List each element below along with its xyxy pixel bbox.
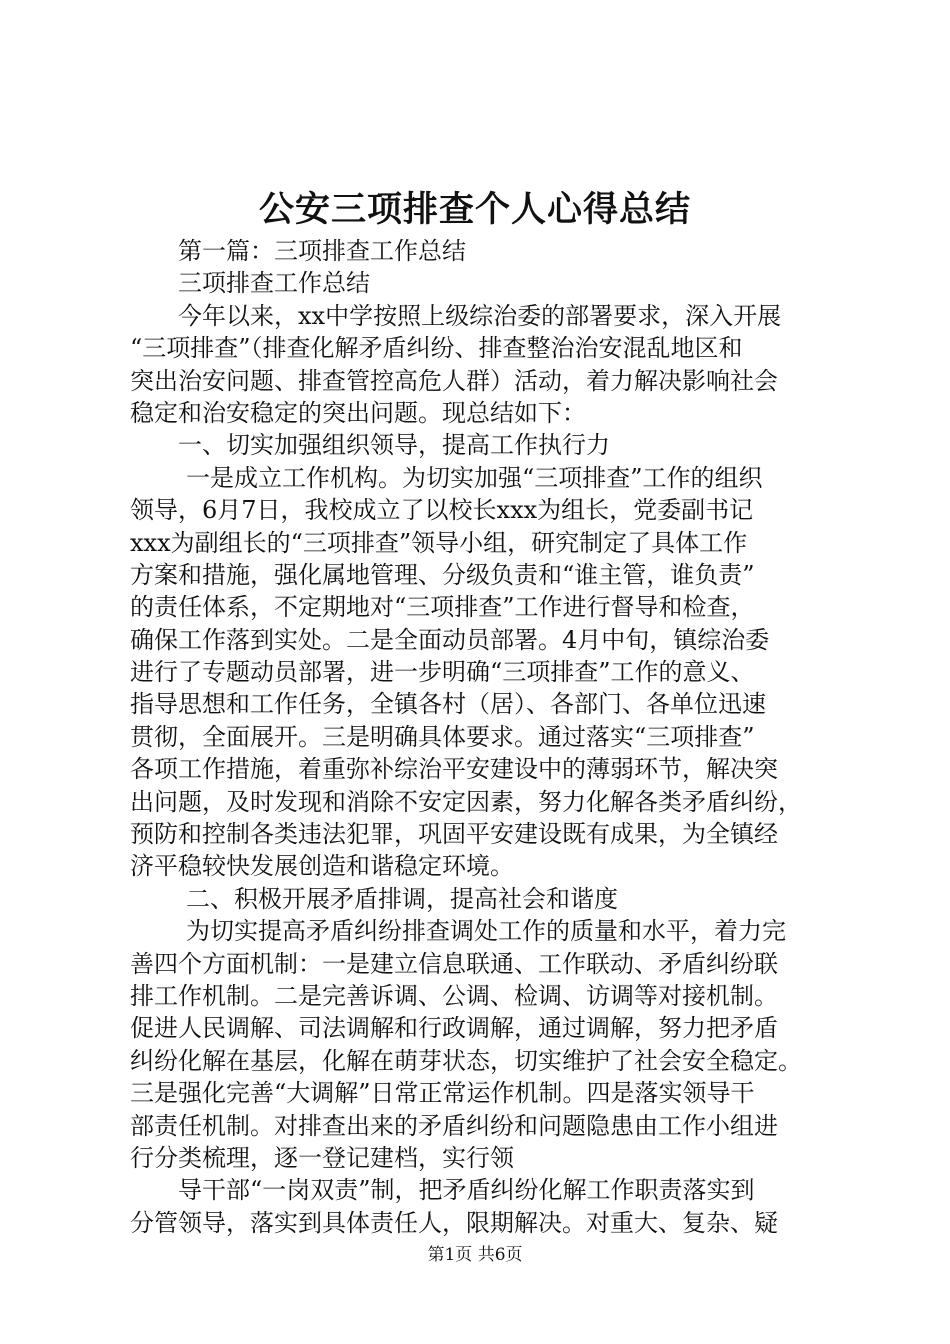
- paragraph-line: 三是强化完善“大调解”日常正常运作机制。四是落实领导干: [130, 1079, 755, 1108]
- paragraph-line: 稳定和治安稳定的突出问题。现总结如下：: [130, 398, 586, 427]
- paragraph-line: 行分类梳理，逐一登记建档，实行领: [130, 1143, 514, 1172]
- paragraph-line: 为切实提高矛盾纠纷排查调处工作的质量和水平，着力完: [186, 917, 786, 946]
- section-heading: 二、积极开展矛盾排调，提高社会和谐度: [186, 884, 618, 913]
- paragraph-line: 纠纷化解在基层，化解在萌芽状态，切实维护了社会安全稳定。: [130, 1046, 802, 1075]
- paragraph-line: 济平稳较快发展创造和谐稳定环境。: [130, 852, 514, 881]
- paragraph-line: 一是成立工作机构。为切实加强“三项排查”工作的组织: [186, 463, 763, 492]
- paragraph-line: 部责任机制。对排查出来的矛盾纠纷和问题隐患由工作小组进: [130, 1111, 778, 1140]
- subheading: 三项排查工作总结: [178, 269, 370, 298]
- document-title: 公安三项排查个人心得总结: [258, 189, 691, 230]
- paragraph-line: 排工作机制。二是完善诉调、公调、检调、访调等对接机制。: [130, 981, 778, 1010]
- paragraph-line: 分管领导，落实到具体责任人，限期解决。对重大、复杂、疑: [130, 1208, 778, 1237]
- paragraph-line: 领导，6月7日，我校成立了以校长xxx为组长，党委副书记: [130, 496, 754, 525]
- paragraph-line: xxx为副组长的“三项排查”领导小组，研究制定了具体工作: [130, 528, 748, 557]
- paragraph-line: 善四个方面机制：一是建立信息联通、工作联动、矛盾纠纷联: [130, 949, 778, 978]
- paragraph-line: 突出治安问题、排查管控高危人群）活动，着力解决影响社会: [130, 366, 778, 395]
- paragraph-line: 预防和控制各类违法犯罪，巩固平安建设既有成果，为全镇经: [130, 820, 778, 849]
- paragraph-line: 今年以来，xx中学按照上级综治委的部署要求，深入开展: [178, 301, 782, 330]
- section-heading: 一、切实加强组织领导，提高工作执行力: [178, 431, 610, 460]
- paragraph-line: 导干部“一岗双责”制，把矛盾纠纷化解工作职责落实到: [178, 1176, 755, 1205]
- paragraph-line: 确保工作落到实处。二是全面动员部署。4月中旬，镇综治委: [130, 625, 770, 654]
- page-footer: 第1页 共6页: [427, 1245, 523, 1265]
- paragraph-line: 的责任体系，不定期地对“三项排查”工作进行督导和检查，: [130, 593, 755, 622]
- paragraph-line: 出问题，及时发现和消除不安定因素，努力化解各类矛盾纠纷，: [130, 787, 802, 816]
- document-body: [130, 235, 842, 1239]
- section-heading-1: 第一篇：三项排查工作总结: [178, 237, 466, 265]
- paragraph-line: “三项排查”（排查化解矛盾纠纷、排查整治治安混乱地区和: [130, 334, 743, 363]
- paragraph-line: 指导思想和工作任务，全镇各村（居）、各部门、各单位迅速: [130, 690, 766, 719]
- paragraph-line: 各项工作措施，着重弥补综治平安建设中的薄弱环节，解决突: [130, 755, 778, 784]
- paragraph-line: 促进人民调解、司法调解和行政调解，通过调解，努力把矛盾: [130, 1014, 778, 1043]
- paragraph-line: 贯彻，全面展开。三是明确具体要求。通过落实“三项排查”: [130, 722, 755, 751]
- paragraph-line: 方案和措施，强化属地管理、分级负责和“谁主管，谁负责”: [130, 560, 755, 589]
- paragraph-line: 进行了专题动员部署，进一步明确“三项排查”工作的意义、: [130, 658, 755, 687]
